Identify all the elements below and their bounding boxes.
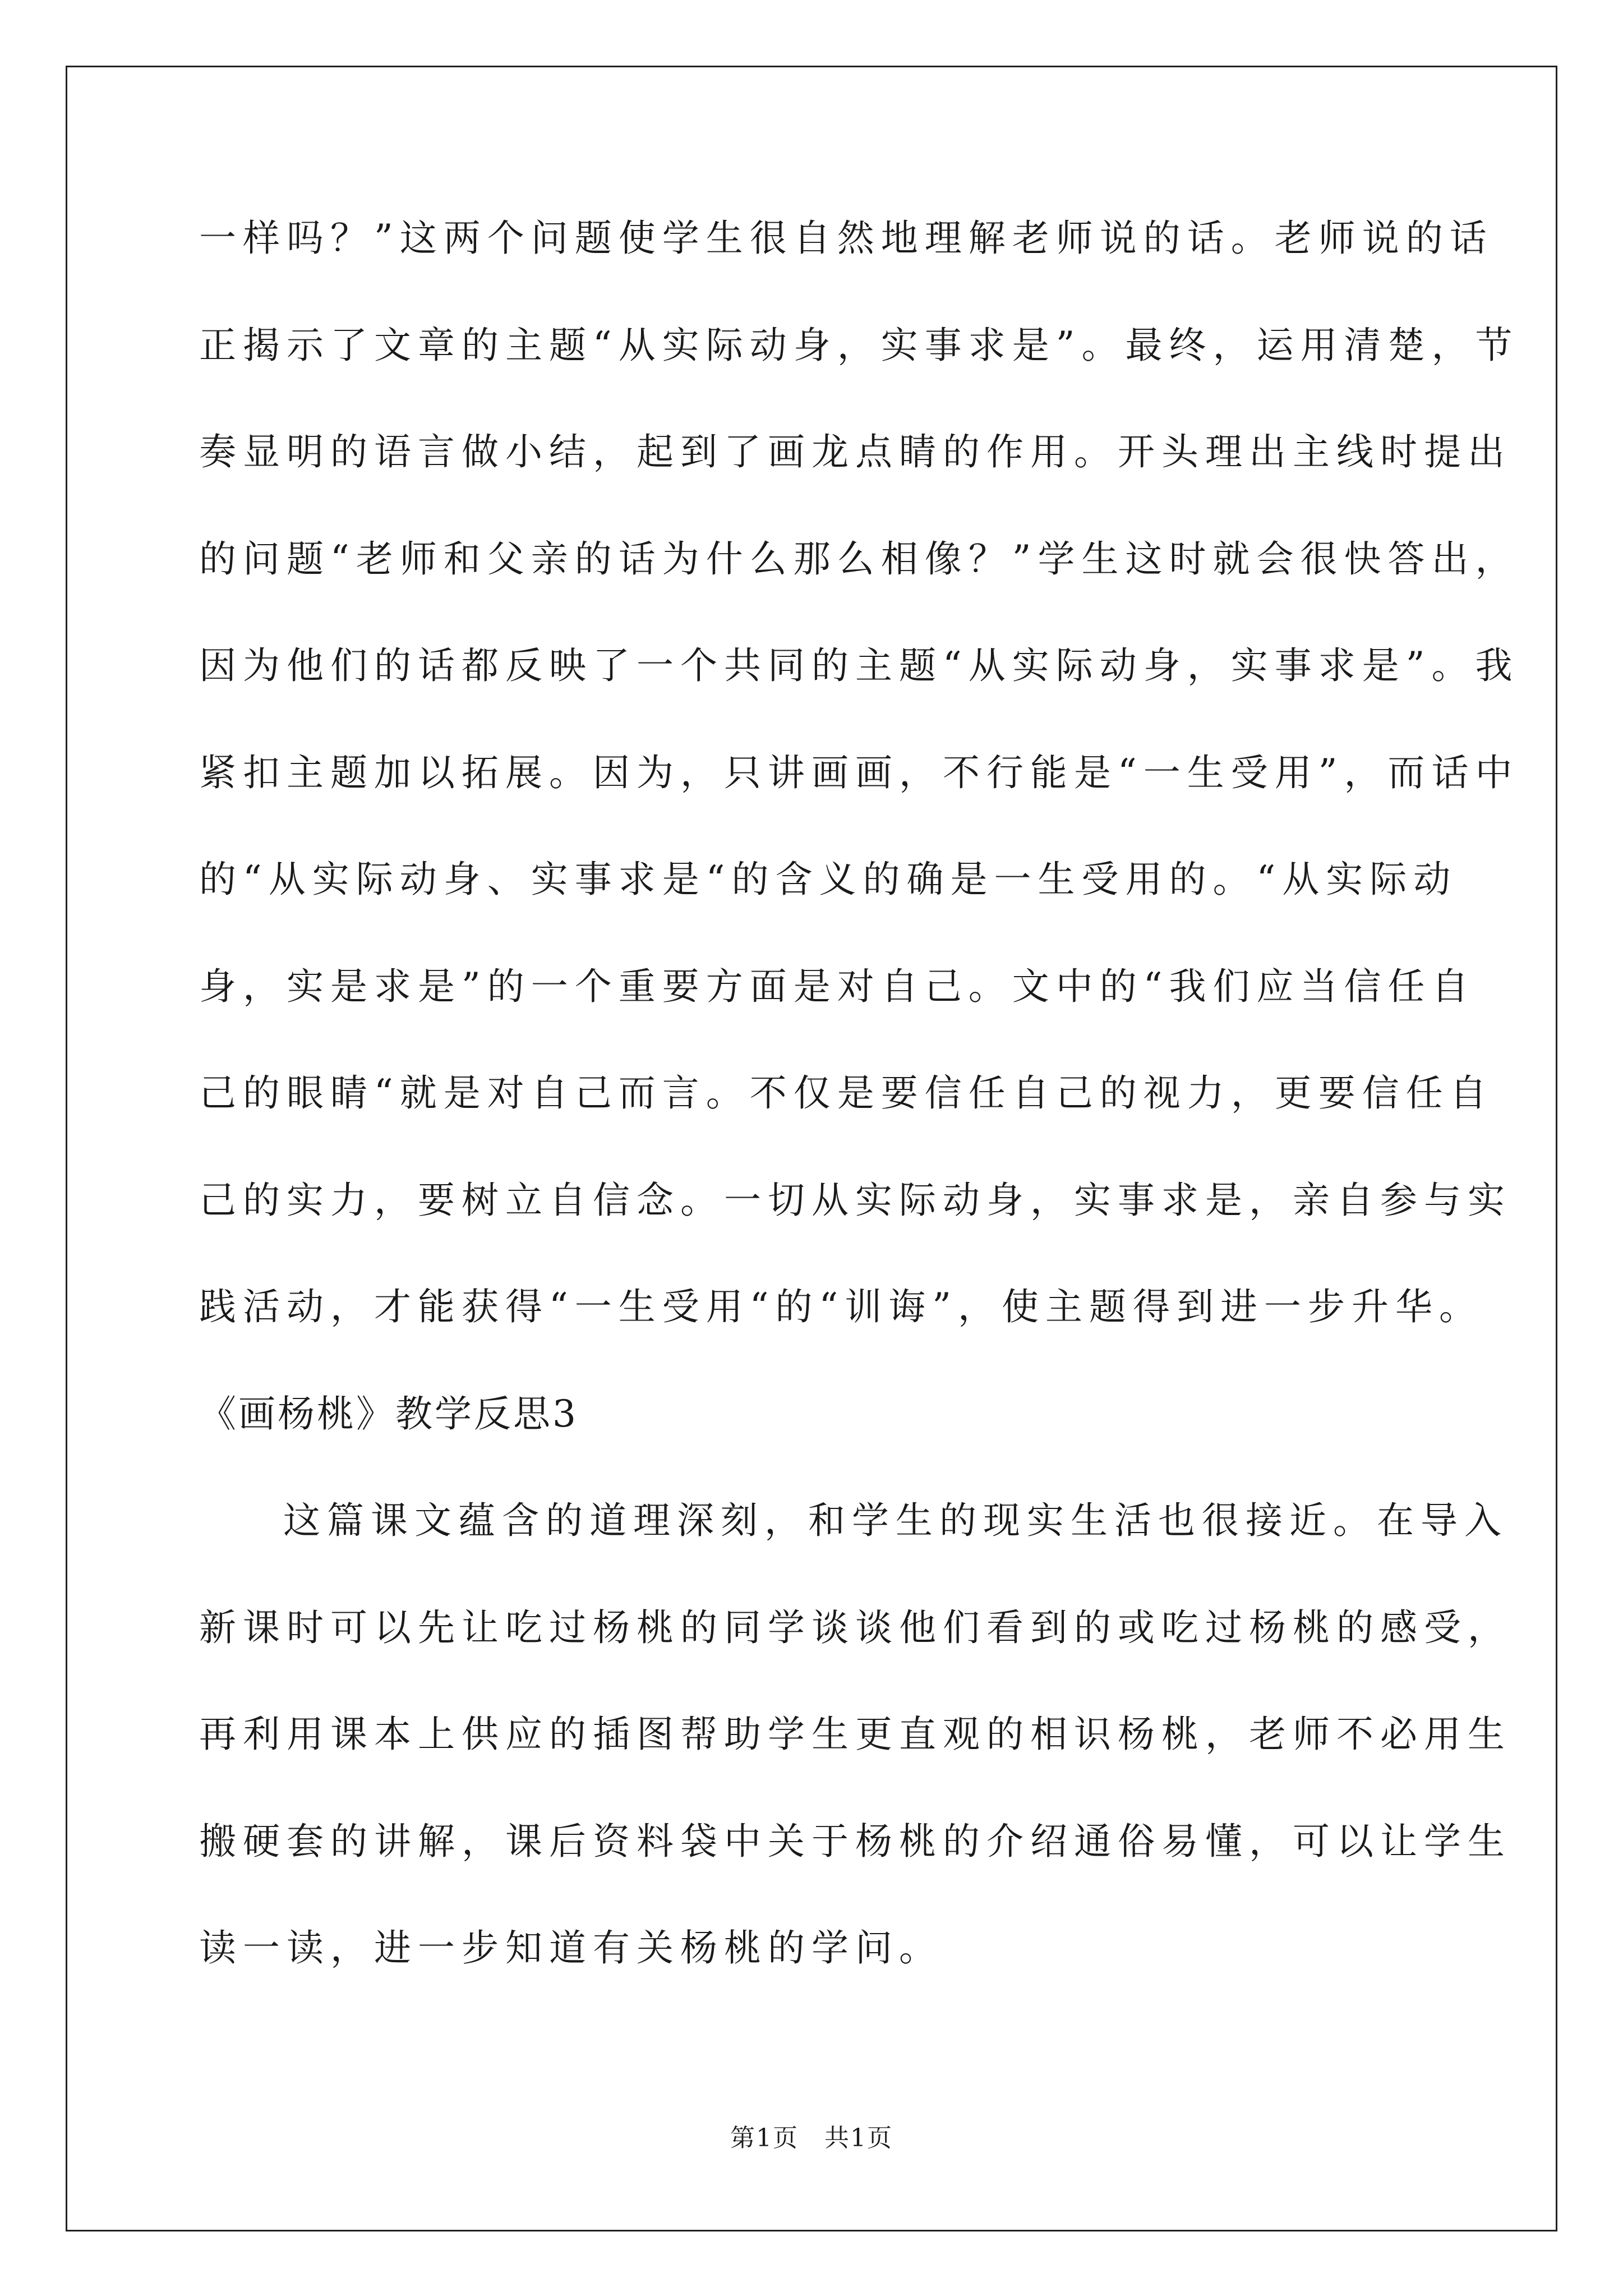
body-line: 的“从实际动身、实事求是“的含义的确是一生受用的。“从实际动 — [199, 858, 1458, 901]
body-line: 新课时可以先让吃过杨桃的同学谈谈他们看到的或吃过杨桃的感受， — [199, 1605, 1511, 1649]
body-line: 因为他们的话都反映了一个共同的主题“从实际动身，实事求是”。我 — [199, 644, 1519, 687]
paragraph-first-line: 这篇课文蕴含的道理深刻，和学生的现实生活也很接近。在导入 — [283, 1499, 1508, 1542]
body-line: 己的眼睛“就是对自己而言。不仅是要信任自己的视力，更要信任自 — [199, 1071, 1493, 1115]
body-line: 搬硬套的讲解，课后资料袋中关于杨桃的介绍通俗易懂，可以让学生 — [199, 1819, 1511, 1863]
body-line: 的问题“老师和父亲的话为什么那么相像？”学生这时就会很快答出， — [199, 537, 1519, 581]
page-number: 第1页 共1页 — [730, 2124, 893, 2152]
body-line: 再利用课本上供应的插图帮助学生更直观的相识杨桃，老师不必用生 — [199, 1713, 1511, 1756]
body-line: 践活动，才能获得“一生受用“的“训诲”，使主题得到进一步升华。 — [199, 1285, 1483, 1328]
body-line: 紧扣主题加以拓展。因为，只讲画画，不行能是“一生受用”，而话中 — [199, 751, 1519, 794]
body-line: 正揭示了文章的主题“从实际动身，实事求是”。最终，运用清楚，节 — [199, 323, 1519, 367]
document-body — [199, 217, 1519, 2037]
body-line: 奏显明的语言做小结，起到了画龙点睛的作用。开头理出主线时提出 — [199, 430, 1511, 473]
body-line: 己的实力，要树立自信念。一切从实际动身，实事求是，亲自参与实 — [199, 1178, 1511, 1222]
section-heading: 《画杨桃》教学反思3 — [199, 1392, 578, 1435]
body-line: 身，实是求是”的一个重要方面是对自己。文中的“我们应当信任自 — [199, 964, 1476, 1008]
body-line: 一样吗？”这两个问题使学生很自然地理解老师说的话。老师说的话 — [199, 217, 1493, 260]
body-line: 读一读，进一步知道有关杨桃的学问。 — [199, 1926, 943, 1970]
